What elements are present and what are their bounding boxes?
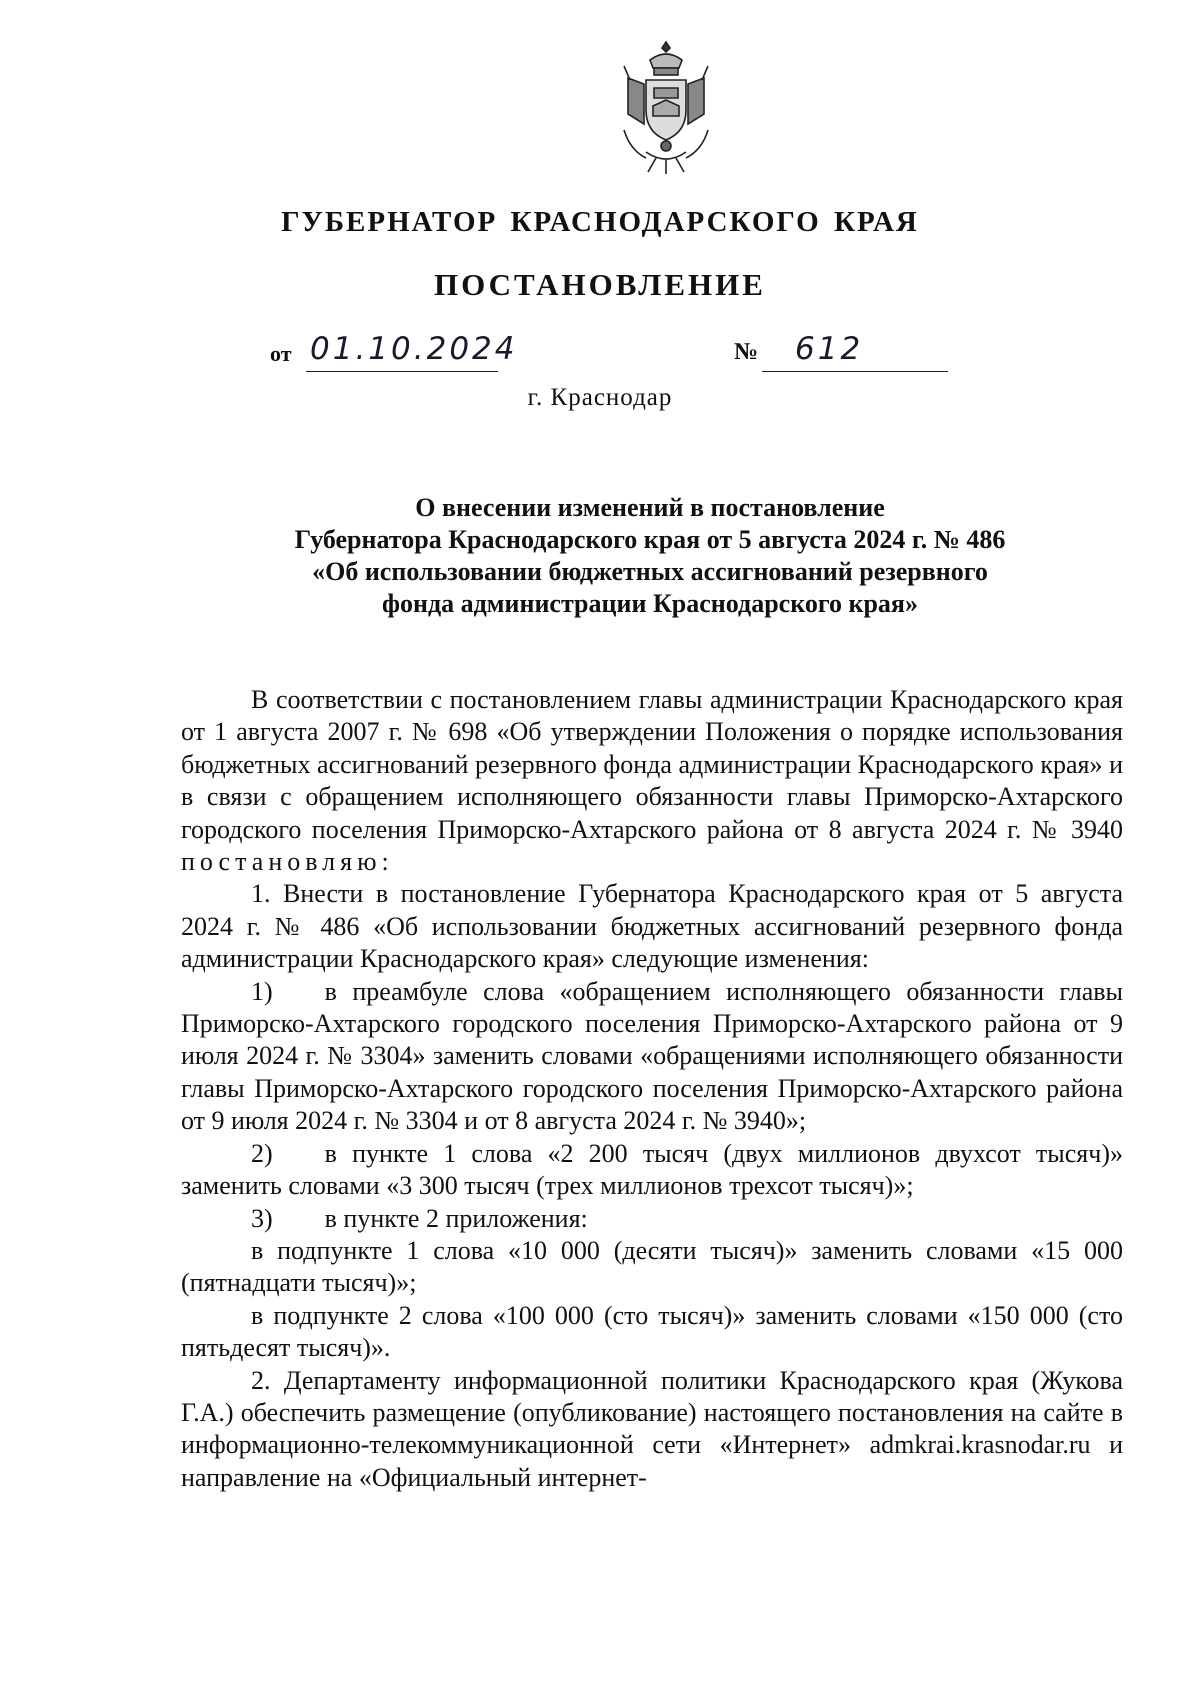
- paragraph-1-2: 2) в пункте 1 слова «2 200 тысяч (двух миллионов двухсот тысяч)» заменить словами «3 300 тысяч (трех миллионов трехсот тысяч)»;: [181, 1138, 1123, 1201]
- number-value: 612: [795, 331, 864, 367]
- issuing-authority: ГУБЕРНАТОР КРАСНОДАРСКОГО КРАЯ: [281, 206, 919, 238]
- title-line: «Об использовании бюджетных ассигнований резервного: [312, 557, 988, 586]
- number-underline: [762, 371, 948, 372]
- paragraph-2: 2. Департаменту информационной политики Краснодарского края (Жукова Г.А.) обеспечить размещение (опубликование) настоящего постановления на сайте в информационно-телекоммуникационной сети «Интернет» admkrai.krasnodar.ru и направление на «Официальный интернет-: [181, 1365, 1123, 1492]
- paragraph-1-3-a: в подпункте 1 слова «10 000 (десяти тысяч)» заменить словами «15 000 (пятнадцати тысяч)»;: [181, 1235, 1123, 1298]
- city: г. Краснодар: [527, 384, 673, 411]
- title-line: Губернатора Краснодарского края от 5 августа 2024 г. № 486: [294, 525, 1006, 554]
- date-underline: [306, 371, 498, 372]
- number-label: №: [734, 339, 759, 365]
- paragraph-1: 1. Внести в постановление Губернатора Краснодарского края от 5 августа 2024 г. № 486 «Об использовании бюджетных ассигнований резервного фонда администрации Краснодарского края» следующие изменения:: [181, 879, 1123, 974]
- paragraph-1-3: 3) в пункте 2 приложения:: [251, 1203, 588, 1233]
- date-number-row: [0, 333, 1200, 373]
- decree-word: постановляю:: [181, 847, 394, 877]
- date-value: 01.10.2024: [310, 331, 518, 367]
- coat-of-arms-emblem: [606, 40, 726, 180]
- document-body: [181, 684, 1123, 1494]
- title-line: фонда администрации Краснодарского края»: [382, 589, 918, 618]
- preamble-text: В соответствии с постановлением главы администрации Краснодарского края от 1 августа 2007 г. № 698 «Об утверждении Положения о порядке использования бюджетных ассигнований резервного фонда администрации Краснодарского края» и в связи с обращением исполняющего обязанности главы Приморско-Ахтарского городского поселения Приморско-Ахтарского района от 8 августа 2024 г. № 3940: [181, 685, 1123, 844]
- date-label: от: [270, 341, 292, 366]
- paragraph-1-3-b: в подпункте 2 слова «100 000 (сто тысяч)» заменить словами «150 000 (сто пятьдесят тысяч)».: [181, 1300, 1123, 1363]
- document-title: [250, 492, 1050, 620]
- preamble-paragraph: [181, 684, 1123, 878]
- paragraph-1-1: 1) в преамбуле слова «обращением исполняющего обязанности главы Приморско-Ахтарского городского поселения Приморско-Ахтарского района от 9 июля 2024 г. № 3304» заменить словами «обращениями исполняющего обязанности главы Приморско-Ахтарского городского поселения Приморско-Ахтарского района от 9 июля 2024 г. № 3304 и от 8 августа 2024 г. № 3940»;: [181, 976, 1123, 1136]
- title-line: О внесении изменений в постановление: [415, 493, 885, 522]
- document-type: ПОСТАНОВЛЕНИЕ: [434, 267, 766, 302]
